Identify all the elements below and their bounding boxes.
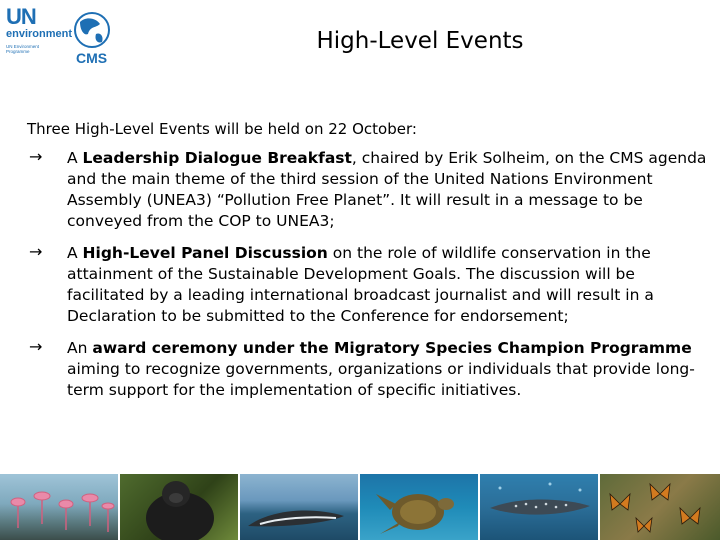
whale-photo [240, 474, 358, 540]
whale-shark-photo [480, 474, 598, 540]
bullet-item [27, 148, 707, 232]
bullet-item [27, 338, 707, 401]
environment-logo-text: environment [6, 28, 73, 40]
gorilla-photo [120, 474, 238, 540]
bullet-bold-text: High-Level Panel Discussion [82, 244, 328, 262]
bullet-list [27, 148, 707, 412]
logo-small-text: UN Environment Programme [6, 44, 40, 54]
bullet-bold-text: award ceremony under the Migratory Species Champion Programme [92, 339, 692, 357]
un-logo-text: UN [6, 4, 36, 29]
bullet-text: , chaired by Erik Solheim, on the CMS agenda and the main theme of the third session of the United Nations Environment Assembly (UNEA3) “Pollution Free Planet”. It will result in a message to be conveyed from the COP to UNEA3; [67, 149, 707, 230]
bullet-item [27, 243, 707, 327]
un-environment-logo [6, 6, 72, 54]
arrow-icon: → [29, 242, 43, 261]
flamingos-photo [0, 474, 118, 540]
butterflies-photo [600, 474, 720, 540]
bullet-text: on the role of wildlife conservation in the attainment of the Sustainable Development Goals. The discussion will be facilitated by a leading international broadcast journalist and will result in a Declaration to be submitted to the Conference for endorsement; [67, 244, 654, 325]
bullet-prefix: A [67, 244, 83, 262]
bullet-text: aiming to recognize governments, organizations or individuals that provide long-term support for the implementation of specific initiatives. [67, 360, 695, 399]
bullet-prefix: A [67, 149, 83, 167]
page-title: High-Level Events [316, 28, 524, 54]
bullet-prefix: An [67, 339, 93, 357]
arrow-icon: → [29, 147, 43, 166]
photo-strip [0, 474, 720, 540]
cms-logo-text: CMS [76, 50, 108, 66]
logo-block [6, 6, 112, 68]
intro-text: Three High-Level Events will be held on 22 October: [27, 120, 417, 138]
sea-turtle-photo [360, 474, 478, 540]
arrow-icon: → [29, 337, 43, 356]
bullet-bold-text: Leadership Dialogue Breakfast [82, 149, 352, 167]
